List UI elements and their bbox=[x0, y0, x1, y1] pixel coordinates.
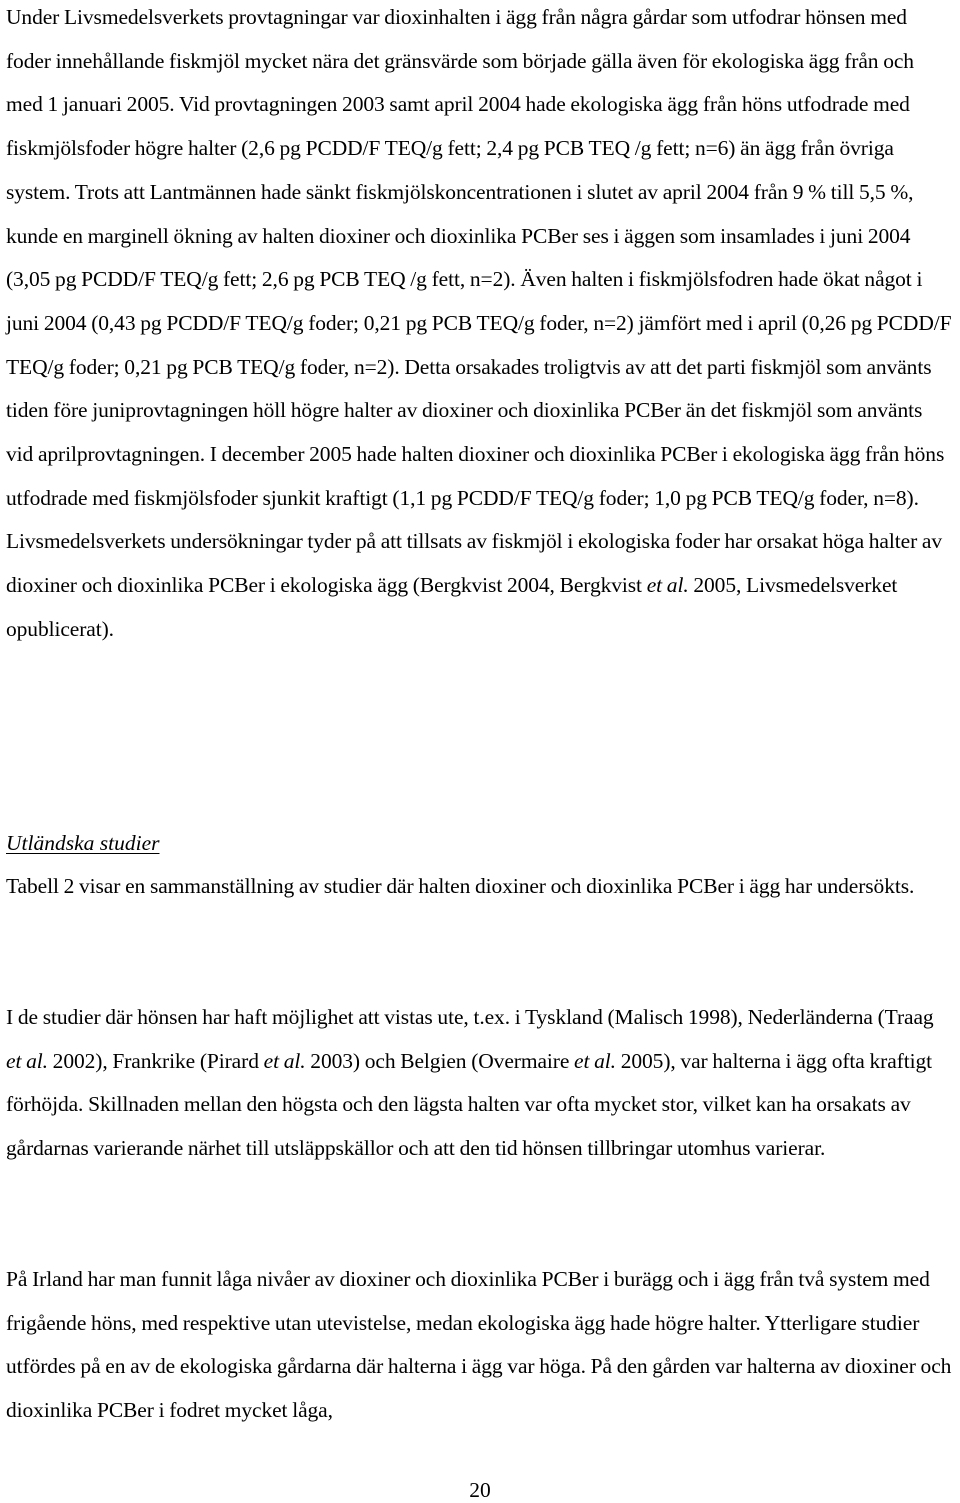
paragraph-livsmedelsverket-sampling bbox=[6, 0, 952, 652]
paragraph-text: 2003) och Belgien (Overmaire bbox=[305, 1048, 575, 1073]
paragraph-text: 2002), Frankrike (Pirard bbox=[47, 1048, 264, 1073]
italic-citation: et al. bbox=[574, 1048, 616, 1073]
paragraph-text: 2005), var halterna i ägg ofta kraftigt förhöjda. Skillnaden mellan den högsta och den lägsta halten var ofta mycket stor, vilket kan ha orsakats av gårdarnas varierande närhet till utsläppskällor och att den tid hönsen tillbringar utomhus varierar. bbox=[6, 1048, 933, 1161]
italic-citation: et al. bbox=[646, 573, 689, 598]
paragraph-text: 2005, Livsmedelsverket opublicerat). bbox=[6, 573, 898, 641]
italic-citation: et al. bbox=[263, 1048, 306, 1073]
paragraph-outdoor-studies bbox=[6, 996, 952, 1171]
italic-citation: et al. bbox=[6, 1048, 48, 1073]
paragraph-table-reference: Tabell 2 visar en sammanställning av studier där halten dioxiner och dioxinlika PCBer i ägg har undersökts. bbox=[6, 874, 915, 898]
paragraph-text: I de studier där hönsen har haft möjlighet att vistas ute, t.ex. i Tyskland (Malisch 1998), Nederländerna (Traag bbox=[6, 1005, 934, 1029]
paragraph-ireland: På Irland har man funnit låga nivåer av dioxiner och dioxinlika PCBer i burägg och i ägg från två system med frigående höns, med respektive utan utevistelse, medan ekologiska ägg hade högre halter. Ytterligare studier utfördes på en av de ekologiska gårdarna där halterna i ägg var höga. På den gården var halterna av dioxiner och dioxinlika PCBer i fodret mycket låga, bbox=[6, 1267, 952, 1423]
page-number: 20 bbox=[469, 1478, 491, 1502]
paragraph-text: Under Livsmedelsverkets provtagningar var dioxinhalten i ägg från några gårdar som utfodrar hönsen med foder innehållande fiskmjöl mycket nära det gränsvärde som började gälla även för ekologiska ägg från och med 1 januari 2005. Vid provtagningen 2003 samt april 2004 hade ekologiska ägg från höns utfodrade med fiskmjölsfoder högre halter (2,6 pg PCDD/F TEQ/g fett; 2,4 pg PCB TEQ /g fett; n=6) än ägg från övriga system. Trots att Lantmännen hade sänkt fiskmjölskoncentrationen i slutet av april 2004 från 9 % till 5,5 %, kunde en marginell ökning av halten dioxiner och dioxinlika PCBer ses i äggen som insamlades i juni 2004 (3,05 pg PCDD/F TEQ/g fett; 2,6 pg PCB TEQ /g fett, n=2). Även halten i fiskmjölsfodren hade ökat något i juni 2004 (0,43 pg PCDD/F TEQ/g foder; 0,21 pg PCB TEQ/g foder, n=2) jämfört med i april (0,26 pg PCDD/F TEQ/g foder; 0,21 pg PCB TEQ/g foder, n=2). Detta orsakades troligtvis av att det parti fiskmjöl som använts tiden före juniprovtagningen höll högre halter av dioxiner och dioxinlika PCBer än det fiskmjöl som använts vid aprilprovtagningen. I december 2005 hade halten dioxiner och dioxinlika PCBer i ekologiska ägg från höns utfodrade med fiskmjölsfoder sjunkit kraftigt (1,1 pg PCDD/F TEQ/g foder; 1,0 pg PCB TEQ/g foder, n=8). Livsmedelsverkets undersökningar tyder på att tillsats av fiskmjöl i ekologiska foder har orsakat höga halter av dioxiner och dioxinlika PCBer i ekologiska ägg (Bergkvist 2004, Bergkvist bbox=[6, 5, 952, 598]
section-heading: Utländska studier bbox=[6, 831, 160, 855]
